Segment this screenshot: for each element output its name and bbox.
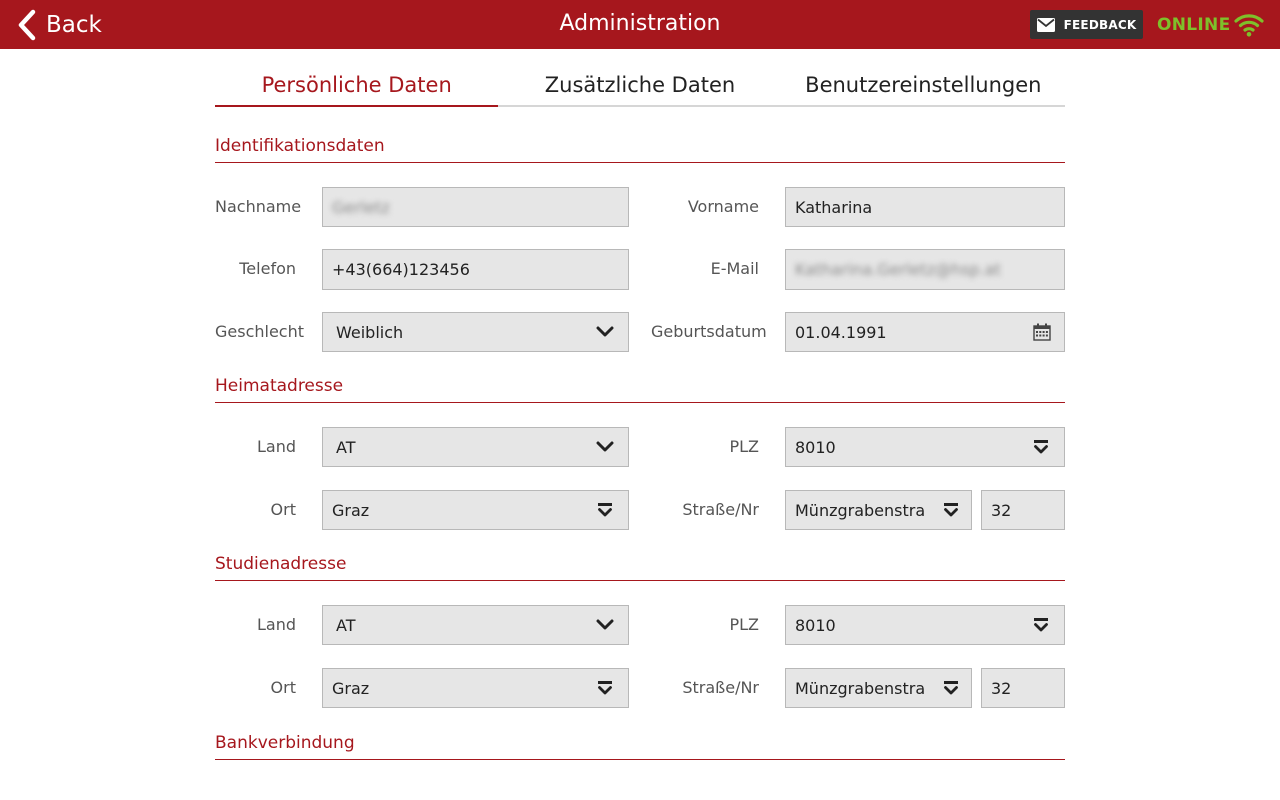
section-heimatadresse (215, 375, 1065, 403)
studien-ort-label: Ort (270, 678, 296, 697)
studien-plz-label: PLZ (729, 615, 759, 634)
online-label: ONLINE (1157, 14, 1231, 35)
heimat-plz-autocomplete[interactable] (785, 427, 1065, 467)
connection-status (1157, 0, 1264, 49)
tab-bar (215, 70, 1065, 107)
heimat-strasse-value: Münzgrabenstra (795, 500, 926, 520)
chevron-left-icon (16, 9, 38, 41)
heimat-land-select[interactable] (322, 427, 629, 467)
studien-ort-value: Graz (332, 678, 370, 698)
heimat-ort-label: Ort (270, 500, 296, 519)
nachname-value: Gerletz (332, 197, 390, 217)
autocomplete-dropdown-icon[interactable] (594, 500, 616, 520)
section-title-label: Studienadresse (215, 554, 347, 574)
autocomplete-dropdown-icon[interactable] (1030, 615, 1052, 635)
geburtsdatum-label: Geburtsdatum (651, 322, 767, 341)
email-value: Katharina.Gerletz@hsp.at (795, 260, 1001, 279)
heimat-ort-autocomplete[interactable] (322, 490, 629, 530)
heimat-ort-value: Graz (332, 500, 370, 520)
geschlecht-label: Geschlecht (215, 322, 305, 341)
feedback-button[interactable] (1030, 10, 1143, 39)
geschlecht-select[interactable] (322, 312, 629, 352)
tab-zusaetzliche-daten[interactable]: Zusätzliche Daten (544, 73, 736, 97)
back-button[interactable] (16, 0, 102, 49)
tab-persoenliche-daten[interactable]: Persönliche Daten (215, 70, 498, 105)
chevron-down-icon (594, 322, 616, 342)
envelope-icon (1037, 18, 1055, 32)
studien-land-select[interactable] (322, 605, 629, 645)
studien-ort-autocomplete[interactable] (322, 668, 629, 708)
email-label: E-Mail (710, 259, 759, 278)
section-title-label: Identifikationsdaten (215, 136, 385, 156)
page-title: Administration (559, 11, 721, 36)
autocomplete-dropdown-icon[interactable] (940, 500, 962, 520)
vorname-input[interactable] (785, 187, 1065, 227)
section-studienadresse (215, 553, 1065, 581)
studien-strasse-label: Straße/Nr (682, 678, 759, 697)
calendar-icon[interactable] (1031, 322, 1053, 342)
heimat-land-value: AT (336, 437, 356, 457)
studien-strasse-value: Münzgrabenstra (795, 678, 926, 698)
section-title-label: Heimatadresse (215, 376, 344, 396)
studien-plz-autocomplete[interactable] (785, 605, 1065, 645)
section-bankverbindung (215, 732, 1065, 760)
geburtsdatum-value: 01.04.1991 (795, 322, 887, 342)
autocomplete-dropdown-icon[interactable] (594, 678, 616, 698)
section-identifikationsdaten (215, 135, 1065, 163)
section-title-label: Bankverbindung (215, 733, 355, 753)
app-header (0, 0, 1280, 49)
telefon-value: +43(664)123456 (332, 260, 470, 279)
nachname-label: Nachname (215, 197, 302, 216)
studien-strasse-autocomplete[interactable] (785, 668, 972, 708)
studien-nr-value: 32 (991, 678, 1012, 698)
wifi-icon (1234, 13, 1264, 37)
studien-hausnummer-input[interactable] (981, 668, 1065, 708)
chevron-down-icon (594, 615, 616, 635)
geburtsdatum-input[interactable] (785, 312, 1065, 352)
studien-land-label: Land (256, 615, 296, 634)
heimat-hausnummer-input[interactable] (981, 490, 1065, 530)
telefon-input[interactable] (322, 249, 629, 290)
feedback-label: FEEDBACK (1063, 17, 1137, 32)
heimat-nr-value: 32 (991, 500, 1012, 520)
telefon-label: Telefon (239, 259, 296, 278)
nachname-input[interactable] (322, 187, 629, 227)
geschlecht-value: Weiblich (336, 322, 404, 342)
heimat-plz-value: 8010 (795, 437, 836, 457)
studien-land-value: AT (336, 615, 356, 635)
heimat-strasse-autocomplete[interactable] (785, 490, 972, 530)
autocomplete-dropdown-icon[interactable] (940, 678, 962, 698)
back-label: Back (46, 11, 102, 38)
heimat-strasse-label: Straße/Nr (682, 500, 759, 519)
email-input[interactable] (785, 249, 1065, 290)
autocomplete-dropdown-icon[interactable] (1030, 437, 1052, 457)
studien-plz-value: 8010 (795, 615, 836, 635)
vorname-label: Vorname (687, 197, 759, 216)
chevron-down-icon (594, 437, 616, 457)
heimat-plz-label: PLZ (729, 437, 759, 456)
vorname-value: Katharina (795, 197, 873, 217)
heimat-land-label: Land (256, 437, 296, 456)
tab-benutzereinstellungen[interactable]: Benutzereinstellungen (805, 73, 1042, 97)
